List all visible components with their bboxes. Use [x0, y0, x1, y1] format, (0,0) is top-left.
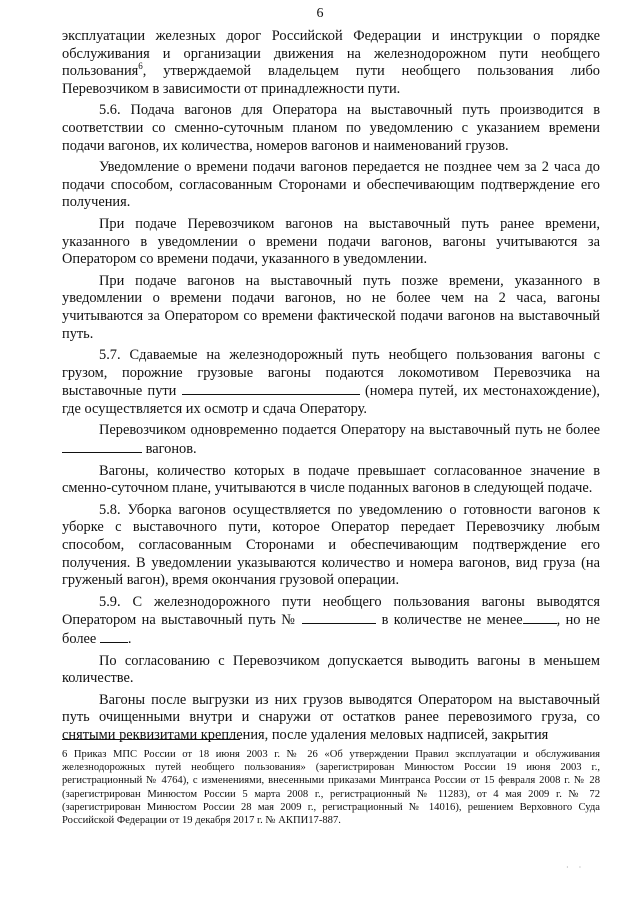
paragraph-continuation: эксплуатации железных дорог Российской Федерации и инструкции о порядке обслуживания и организации движения на железнодорожном пути необщего пользования$^6$, утверждаемой владельцем пути необщего пользования либо Перевозчиком в зависимости от принадлежности пути. [62, 28, 600, 97]
paragraph-late-delivery: При подаче вагонов на выставочный путь позже времени, указанного в уведомлении о времени подачи вагонов, но не более чем на 2 часа, вагоны учитываются за Оператором со времени фактической подачи вагонов на выставочный путь. [62, 272, 600, 342]
page-number: 6 [316, 6, 324, 21]
blank-tracks[interactable] [182, 382, 360, 395]
footnote-separator [62, 739, 240, 740]
paragraph-notification: Уведомление о времени подачи вагонов передается не позднее чем за 2 часа до подачи способом, согласованным Сторонами и обеспечивающим подтверждение его получения. [62, 159, 600, 211]
paragraph-5-9: 5.9. С железнодорожного пути необщего пользования вагоны выводятся Оператором на выставочный путь № в количестве не менее , но не более . [62, 593, 600, 647]
paragraph-early-delivery: При подаче Перевозчиком вагонов на выставочный путь ранее времени, указанного в уведомлении о времени подачи вагонов, вагоны учитываются за Оператором со времени подачи, указанного в уведомлении. [62, 215, 600, 268]
footnote-6: 6 Приказ МПС России от 18 июня 2003 г. № 26 «Об утверждении Правил эксплуатации и обслуживания железнодорожных путей необщего пользования» (зарегистрирован Минюстом России 19 июня 2003 г., регистрационный № 4764), с изменениями, внесенными приказами Минтранса России от 15 февраля 2008 г. № 28 (зарегистрирован Минюстом России 5 марта 2008 г., регистрационный № 11283), от 4 мая 2009 г. № 72 (зарегистрирован Минюстом России 28 мая 2009 г., регистрационный № 14016), решением Верховного Суда Российской Федерации от 19 декабря 2017 г. № АКПИ17-887. [62, 749, 600, 827]
footnote-ref: 6 [138, 61, 143, 72]
paragraph-5-7: 5.7. Сдаваемые на железнодорожный путь необщего пользования вагоны с грузом, порожние грузовые вагоны подаются локомотивом Перевозчика на выставочные пути (номера путей, их местонахождение), где осуществляется их осмотр и сдача Оператору. [62, 347, 600, 417]
blank-min-count[interactable] [523, 611, 557, 624]
blank-track-number[interactable] [302, 611, 376, 624]
paragraph-max-wagons: Перевозчиком одновременно подается Оператору на выставочный путь не более вагонов. [62, 422, 600, 458]
scan-artifact: · · [566, 863, 586, 872]
paragraph-fewer-wagons: По согласованию с Перевозчиком допускается выводить вагоны в меньшем количестве. [62, 652, 600, 687]
paragraph-excess-wagons: Вагоны, количество которых в подаче превышает согласованное значение в сменно-суточном плане, учитываются в числе поданных вагонов в следующей подаче. [62, 462, 600, 497]
document-body [62, 28, 600, 749]
paragraph-5-6: 5.6. Подача вагонов для Оператора на выставочный путь производится в соответствии со сменно-суточным планом по уведомлению с указанием времени подачи вагонов, их количества, номеров вагонов и наименований грузов. [62, 102, 600, 154]
paragraph-5-8: 5.8. Уборка вагонов осуществляется по уведомлению о готовности вагонов к уборке с выставочного пути, которое Оператор передает Перевозчику любым способом, согласованным Сторонами и обеспечивающим подтверждение его получения. В уведомлении указываются количество и номера вагонов, вид груза (на груженый вагон), время окончания грузовой операции. [62, 501, 600, 589]
paragraph-after-unloading: Вагоны после выгрузки из них грузов выводятся Оператором на выставочный путь очищенными внутри и снаружи от остатков ранее перевозимого груза, со снятыми реквизитами крепления, после удаления меловых надписей, закрытия [62, 691, 600, 743]
blank-max-count[interactable] [100, 630, 128, 643]
blank-max-wagons[interactable] [62, 440, 142, 453]
